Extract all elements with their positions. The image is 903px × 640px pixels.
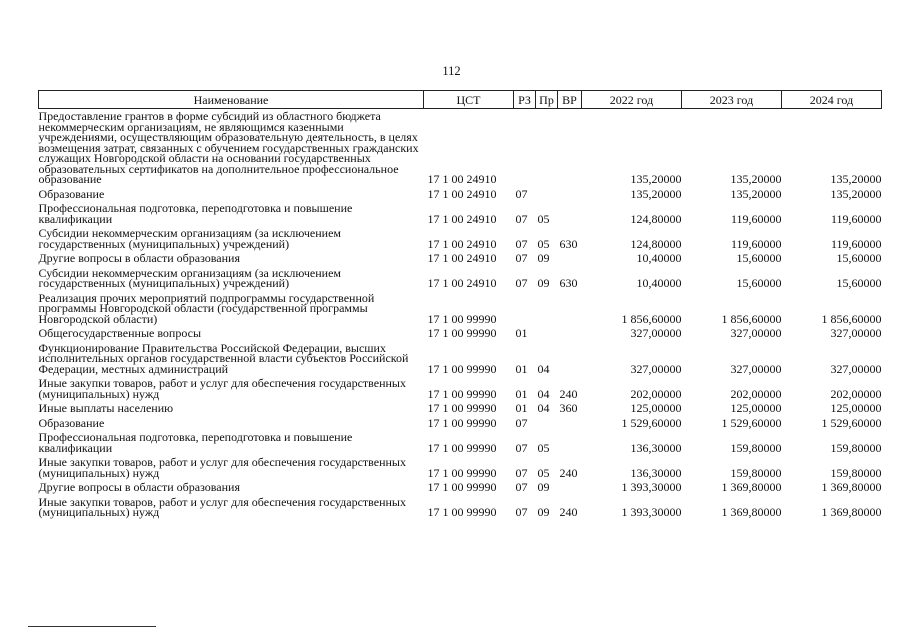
row-vr-cell: 360: [559, 401, 578, 415]
row-name-cell: Образование: [38, 186, 105, 201]
table-row: [39, 416, 882, 431]
table-body: [39, 109, 882, 520]
row-name-cell: Субсидии некоммерческим организациям (за исключением государственных (муниципальных) учреждений): [38, 265, 342, 290]
row-2023-value: 1 369,80000: [721, 505, 782, 519]
row-vr-cell: [558, 109, 582, 187]
row-name-cell: Профессиональная подготовка, переподготовка и повышение квалификации: [38, 201, 353, 226]
header-2024: 2024 год: [782, 91, 882, 109]
row-2024-value: 327,00000: [830, 326, 882, 340]
row-2024-value: 159,80000: [830, 465, 882, 480]
header-cst: ЦСТ: [424, 91, 514, 109]
row-2022-value: 124,80000: [630, 211, 682, 226]
row-vr-cell: [558, 291, 582, 327]
header-name: Наименование: [39, 91, 424, 109]
row-2023-value: 1 369,80000: [721, 480, 782, 494]
row-2022-value: 124,80000: [630, 236, 682, 251]
row-2022-value: 136,30000: [630, 465, 682, 480]
row-pr-cell: 09: [537, 480, 550, 494]
row-name-cell: Функционирование Правительства Российской Федерации, высших исполнительных органов государственной власти субъектов Российской Федерации, местных администраций: [38, 340, 409, 376]
row-vr-cell: 630: [559, 236, 578, 251]
row-name-cell: Иные закупки товаров, работ и услуг для обеспечения государственных (муниципальных) нужд: [38, 376, 406, 401]
row-2023-value: 159,80000: [730, 440, 782, 455]
table-row: [39, 291, 882, 327]
row-name-cell: Общегосударственные вопросы: [38, 326, 202, 340]
row-name-cell: Иные закупки товаров, работ и услуг для обеспечения государственных (муниципальных) нужд: [38, 455, 406, 480]
table-row: [39, 201, 882, 226]
row-2022-value: 125,00000: [630, 401, 682, 415]
row-name-cell: Предоставление грантов в форме субсидий из областного бюджета некоммерческим организациям, не являющимся казенными учреждениями, осуществляющим образовательную деятельность, в целях возмещения затрат, связанных с обучением государственных гражданских служащих Новгородской области на основании государственных образовательных сертификатов на дополнительное профессиональное образование: [38, 109, 419, 186]
row-vr-cell: 240: [559, 386, 578, 401]
row-2024-value: 125,00000: [830, 401, 882, 415]
row-rz-cell: 07: [515, 211, 528, 226]
row-2022-value: 1 529,60000: [621, 415, 682, 430]
row-pr-cell: 05: [537, 236, 550, 251]
row-vr-cell: [558, 201, 582, 226]
row-pr-cell: 09: [537, 276, 550, 290]
row-pr-cell: 05: [537, 211, 550, 226]
row-cst-cell: 17 1 00 99990: [427, 415, 497, 430]
row-rz-cell: 07: [515, 505, 528, 519]
row-cst-cell: 17 1 00 99990: [427, 311, 497, 326]
row-cst-cell: 17 1 00 99990: [427, 401, 497, 415]
row-rz-cell: 07: [515, 251, 528, 265]
table-row: [39, 430, 882, 455]
row-name-cell: Иные выплаты населению: [38, 401, 174, 415]
table-row: [39, 187, 882, 202]
row-vr-cell: 240: [559, 505, 578, 519]
row-cst-cell: 17 1 00 99990: [427, 326, 497, 340]
row-name-cell: Другие вопросы в области образования: [38, 251, 240, 265]
row-cst-cell: 17 1 00 24910: [427, 186, 497, 201]
row-rz-cell: 07: [515, 236, 528, 251]
row-2024-value: 159,80000: [830, 440, 882, 455]
budget-table: [38, 90, 882, 520]
row-2022-value: 327,00000: [630, 326, 682, 340]
row-2022-value: 1 856,60000: [621, 311, 682, 326]
row-cst-cell: 17 1 00 24910: [427, 251, 497, 265]
row-2023-value: 15,60000: [736, 251, 782, 265]
row-2022-value: 1 393,30000: [621, 505, 682, 519]
row-pr-cell: 04: [537, 361, 550, 376]
row-cst-cell: 17 1 00 99990: [427, 386, 497, 401]
row-2022-value: 135,20000: [630, 172, 682, 186]
table-row: [39, 495, 882, 520]
row-2024-value: 135,20000: [830, 172, 882, 186]
row-2024-value: 15,60000: [836, 251, 882, 265]
row-2022-value: 1 393,30000: [621, 480, 682, 494]
row-2023-value: 1 529,60000: [721, 415, 782, 430]
row-vr-cell: [558, 416, 582, 431]
row-pr-cell: [536, 109, 558, 187]
row-2023-value: 159,80000: [730, 465, 782, 480]
row-2022-value: 202,00000: [630, 386, 682, 401]
table-row: [39, 251, 882, 266]
row-2023-value: 119,60000: [730, 236, 782, 251]
row-cst-cell: 17 1 00 99990: [427, 465, 497, 480]
row-name-cell: Иные закупки товаров, работ и услуг для обеспечения государственных (муниципальных) нужд: [38, 494, 406, 519]
table-row: [39, 376, 882, 401]
row-cst-cell: 17 1 00 24910: [427, 172, 497, 186]
row-rz-cell: 07: [515, 480, 528, 494]
row-pr-cell: [536, 291, 558, 327]
header-pr: Пр: [536, 91, 558, 109]
row-cst-cell: 17 1 00 99990: [427, 505, 497, 519]
row-vr-cell: [558, 430, 582, 455]
table-row: [39, 455, 882, 480]
row-2022-value: 10,40000: [636, 251, 682, 265]
row-2024-value: 135,20000: [830, 186, 882, 201]
row-2023-value: 135,20000: [730, 172, 782, 186]
row-rz-cell: 07: [515, 440, 528, 455]
row-rz-cell: 01: [515, 401, 528, 415]
header-2022: 2022 год: [582, 91, 682, 109]
row-rz-cell: 07: [515, 276, 528, 290]
row-2022-value: 10,40000: [636, 276, 682, 290]
table-row: [39, 109, 882, 187]
row-2024-value: 119,60000: [830, 236, 882, 251]
table-row: [39, 326, 882, 341]
header-2023: 2023 год: [682, 91, 782, 109]
row-pr-cell: [536, 326, 558, 341]
table-row: [39, 401, 882, 416]
row-2024-value: 1 369,80000: [821, 505, 882, 519]
header-rz: РЗ: [514, 91, 536, 109]
row-rz-cell: 07: [515, 415, 528, 430]
table-row: [39, 480, 882, 495]
row-2023-value: 327,00000: [730, 361, 782, 376]
row-rz-cell: 01: [515, 386, 528, 401]
row-name-cell: Профессиональная подготовка, переподготовка и повышение квалификации: [38, 430, 353, 455]
row-2024-value: 1 529,60000: [821, 415, 882, 430]
row-cst-cell: 17 1 00 24910: [427, 236, 497, 251]
row-pr-cell: [536, 416, 558, 431]
table-row: [39, 226, 882, 251]
row-2024-value: 1 856,60000: [821, 311, 882, 326]
row-2024-value: 327,00000: [830, 361, 882, 376]
row-rz-cell: [514, 291, 536, 327]
row-pr-cell: 09: [537, 251, 550, 265]
row-vr-cell: [558, 341, 582, 377]
row-2022-value: 136,30000: [630, 440, 682, 455]
row-pr-cell: 04: [537, 401, 550, 415]
row-cst-cell: 17 1 00 99990: [427, 361, 497, 376]
row-2023-value: 135,20000: [730, 186, 782, 201]
row-2023-value: 202,00000: [730, 386, 782, 401]
row-rz-cell: 01: [515, 361, 528, 376]
row-2023-value: 119,60000: [730, 211, 782, 226]
row-vr-cell: 630: [559, 276, 578, 290]
row-pr-cell: [536, 187, 558, 202]
row-2022-value: 327,00000: [630, 361, 682, 376]
row-pr-cell: 05: [537, 465, 550, 480]
row-2024-value: 119,60000: [830, 211, 882, 226]
row-cst-cell: 17 1 00 24910: [427, 211, 497, 226]
page-number: 112: [442, 64, 461, 78]
row-2024-value: 15,60000: [836, 276, 882, 290]
row-pr-cell: 09: [537, 505, 550, 519]
row-cst-cell: 17 1 00 99990: [427, 440, 497, 455]
table-row: [39, 341, 882, 377]
header-vr: ВР: [558, 91, 582, 109]
row-pr-cell: 05: [537, 440, 550, 455]
row-name-cell: Реализация прочих мероприятий подпрограммы государственной программы Новгородской области (государственной программы Новгородской области): [38, 290, 375, 326]
row-name-cell: Другие вопросы в области образования: [38, 480, 240, 494]
row-vr-cell: [558, 187, 582, 202]
row-rz-cell: 01: [515, 326, 528, 340]
row-vr-cell: [558, 251, 582, 266]
row-vr-cell: [558, 326, 582, 341]
row-vr-cell: [558, 480, 582, 495]
row-2022-value: 135,20000: [630, 186, 682, 201]
row-2024-value: 202,00000: [830, 386, 882, 401]
row-pr-cell: 04: [537, 386, 550, 401]
row-rz-cell: [514, 109, 536, 187]
row-2023-value: 125,00000: [730, 401, 782, 415]
row-vr-cell: 240: [559, 465, 578, 480]
row-cst-cell: 17 1 00 24910: [427, 276, 497, 290]
row-name-cell: Субсидии некоммерческим организациям (за исключением государственных (муниципальных) учреждений): [38, 226, 342, 251]
row-2023-value: 15,60000: [736, 276, 782, 290]
row-rz-cell: 07: [515, 186, 528, 201]
row-name-cell: Образование: [38, 415, 105, 430]
row-cst-cell: 17 1 00 99990: [427, 480, 497, 494]
row-2023-value: 327,00000: [730, 326, 782, 340]
row-2024-value: 1 369,80000: [821, 480, 882, 494]
row-rz-cell: 07: [515, 465, 528, 480]
table-header-row: [39, 91, 882, 109]
table-row: [39, 266, 882, 291]
footnote-separator-line: [28, 626, 156, 627]
row-2023-value: 1 856,60000: [721, 311, 782, 326]
